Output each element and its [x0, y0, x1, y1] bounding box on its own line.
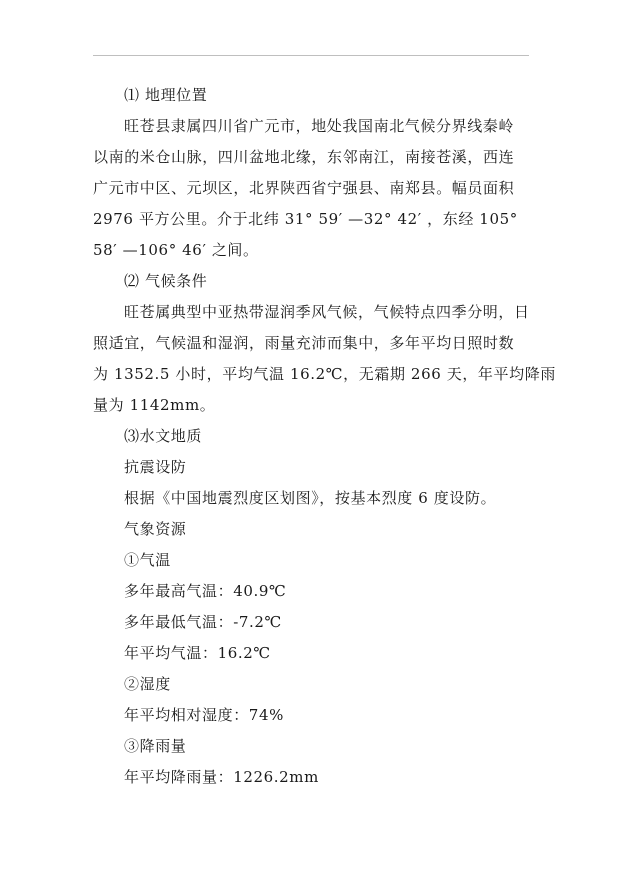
section-heading-seismic: 抗震设防	[124, 458, 187, 476]
paragraph-line: 广元市中区、元坝区，北界陕西省宁强县、南郑县。幅员面积	[93, 179, 515, 197]
paragraph-line: 量为 1142mm。	[93, 396, 216, 414]
paragraph-geography	[93, 111, 529, 266]
paragraph-line: 为 1352.5 小时，平均气温 16.2℃，无霜期 266 天，年平均降雨	[93, 365, 556, 383]
paragraph-line: 58′ —106° 46′ 之间。	[93, 241, 259, 259]
section-heading-hydrogeology: ⑶水文地质	[124, 427, 203, 445]
subheading-humidity: ②湿度	[124, 675, 171, 693]
paragraph-line: 2976 平方公里。介于北纬 31° 59′ —32° 42′ ，东经 105°	[93, 210, 518, 228]
average-rainfall: 年平均降雨量：1226.2mm	[124, 768, 319, 786]
paragraph-line: 照适宜，气候温和湿润，雨量充沛而集中，多年平均日照时数	[93, 334, 515, 352]
document-body	[93, 80, 556, 793]
section-heading-geography: ⑴ 地理位置	[124, 86, 208, 104]
paragraph-climate	[93, 297, 556, 421]
paragraph-line: 旺苍属典型中亚热带湿润季风气候，气候特点四季分明，日	[124, 303, 530, 321]
min-temperature: 多年最低气温：-7.2℃	[124, 613, 282, 631]
average-temperature: 年平均气温：16.2℃	[124, 644, 271, 662]
paragraph-line: 以南的米仓山脉，四川盆地北缘，东邻南江，南接苍溪，西连	[93, 148, 515, 166]
paragraph-line: 旺苍县隶属四川省广元市，地处我国南北气候分界线秦岭	[124, 117, 515, 135]
subheading-temperature: ①气温	[124, 551, 171, 569]
header-rule	[93, 55, 529, 56]
subheading-rainfall: ③降雨量	[124, 737, 187, 755]
average-humidity: 年平均相对湿度：74%	[124, 706, 284, 724]
seismic-text: 根据《中国地震烈度区划图》，按基本烈度 6 度设防。	[124, 489, 497, 507]
section-heading-climate: ⑵ 气候条件	[124, 272, 208, 290]
section-heading-meteorology: 气象资源	[124, 520, 187, 538]
max-temperature: 多年最高气温：40.9℃	[124, 582, 287, 600]
